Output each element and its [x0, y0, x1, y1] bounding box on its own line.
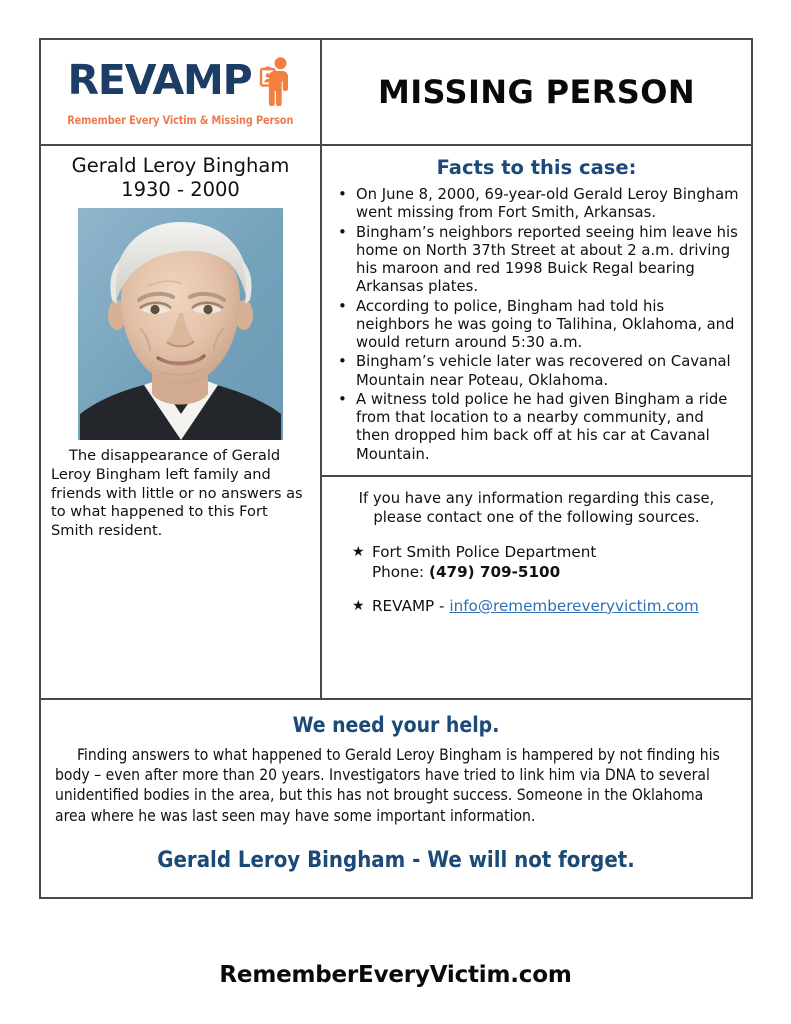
victim-caption: The disappearance of Gerald Leroy Bingham left family and friends with little or no answers as to what happened to this Fort Smith resident.: [51, 446, 303, 540]
revamp-label: REVAMP -: [372, 596, 445, 615]
contact-source-revamp: [352, 597, 737, 617]
appeal-section: [41, 700, 751, 897]
revamp-wordmark: REVAMP: [67, 56, 252, 104]
appeal-heading: We need your help.: [292, 712, 500, 737]
logo-row: [47, 56, 314, 106]
footer-website[interactable]: RememberEveryVictim.com: [219, 962, 572, 988]
victim-name: Gerald Leroy Bingham: [71, 154, 290, 177]
fact-item: • On June 8, 2000, 69-year-old Gerald Leroy Bingham went missing from Fort Smith, Arkansas.: [354, 186, 741, 223]
page-title: MISSING PERSON: [377, 73, 696, 111]
case-details-cell: [322, 146, 751, 698]
police-phone-number[interactable]: (479) 709-5100: [429, 563, 561, 582]
star-icon: ★: [352, 597, 365, 614]
phone-label: Phone:: [372, 563, 425, 582]
fact-item: • Bingham’s neighbors reported seeing him leave his home on North 37th Street at about 2 a.m. driving his maroon and red 1998 Buick Regal bearing Arkansas plates.: [354, 224, 741, 297]
revamp-email-link[interactable]: info@remembereveryvictim.com: [449, 596, 699, 615]
poster-header-row: [41, 40, 751, 146]
star-icon: ★: [352, 544, 365, 561]
fact-item: • According to police, Bingham had told his neighbors he was going to Talihina, Oklahoma, and would return around 5:30 a.m.: [354, 298, 741, 353]
contact-source-body: [372, 597, 737, 617]
missing-person-title-cell: [322, 40, 751, 144]
victim-identity: [51, 154, 310, 202]
revamp-tagline: Remember Every Victim & Missing Person: [67, 112, 294, 127]
contact-source-police: [352, 543, 737, 583]
appeal-tagline: Gerald Leroy Bingham - We will not forget.: [157, 848, 635, 873]
victim-photo: [78, 208, 283, 440]
fact-item: • Bingham’s vehicle later was recovered on Cavanal Mountain near Poteau, Oklahoma.: [354, 353, 741, 390]
poster-body-row: [41, 146, 751, 700]
poster-frame: [39, 38, 753, 899]
facts-list: [330, 186, 743, 464]
facts-section: [322, 146, 751, 477]
contact-lead-text: If you have any information regarding this case, please contact one of the following sources.: [358, 489, 715, 527]
police-department-name: Fort Smith Police Department: [372, 543, 597, 562]
facts-heading: Facts to this case:: [436, 156, 637, 179]
revamp-logo-cell: [41, 40, 322, 144]
appeal-body: Finding answers to what happened to Gerald Leroy Bingham is hampered by not finding his body – even after more than 20 years. Investigators have tried to link him via DNA to several unidentified bodies in the area, but this has not brought success. Someone in the Oklahoma area where he was last seen may have some important information.: [55, 745, 720, 825]
victim-years: 1930 - 2000: [121, 177, 240, 201]
contact-section: [322, 477, 751, 698]
person-with-clipboard-icon: [259, 56, 293, 106]
fact-item: • A witness told police he had given Bingham a ride from that location to a nearby community, and then dropped him back off at his car at Cavanal Mountain.: [354, 391, 741, 464]
contact-source-body: [372, 543, 737, 583]
victim-cell: [41, 146, 322, 698]
